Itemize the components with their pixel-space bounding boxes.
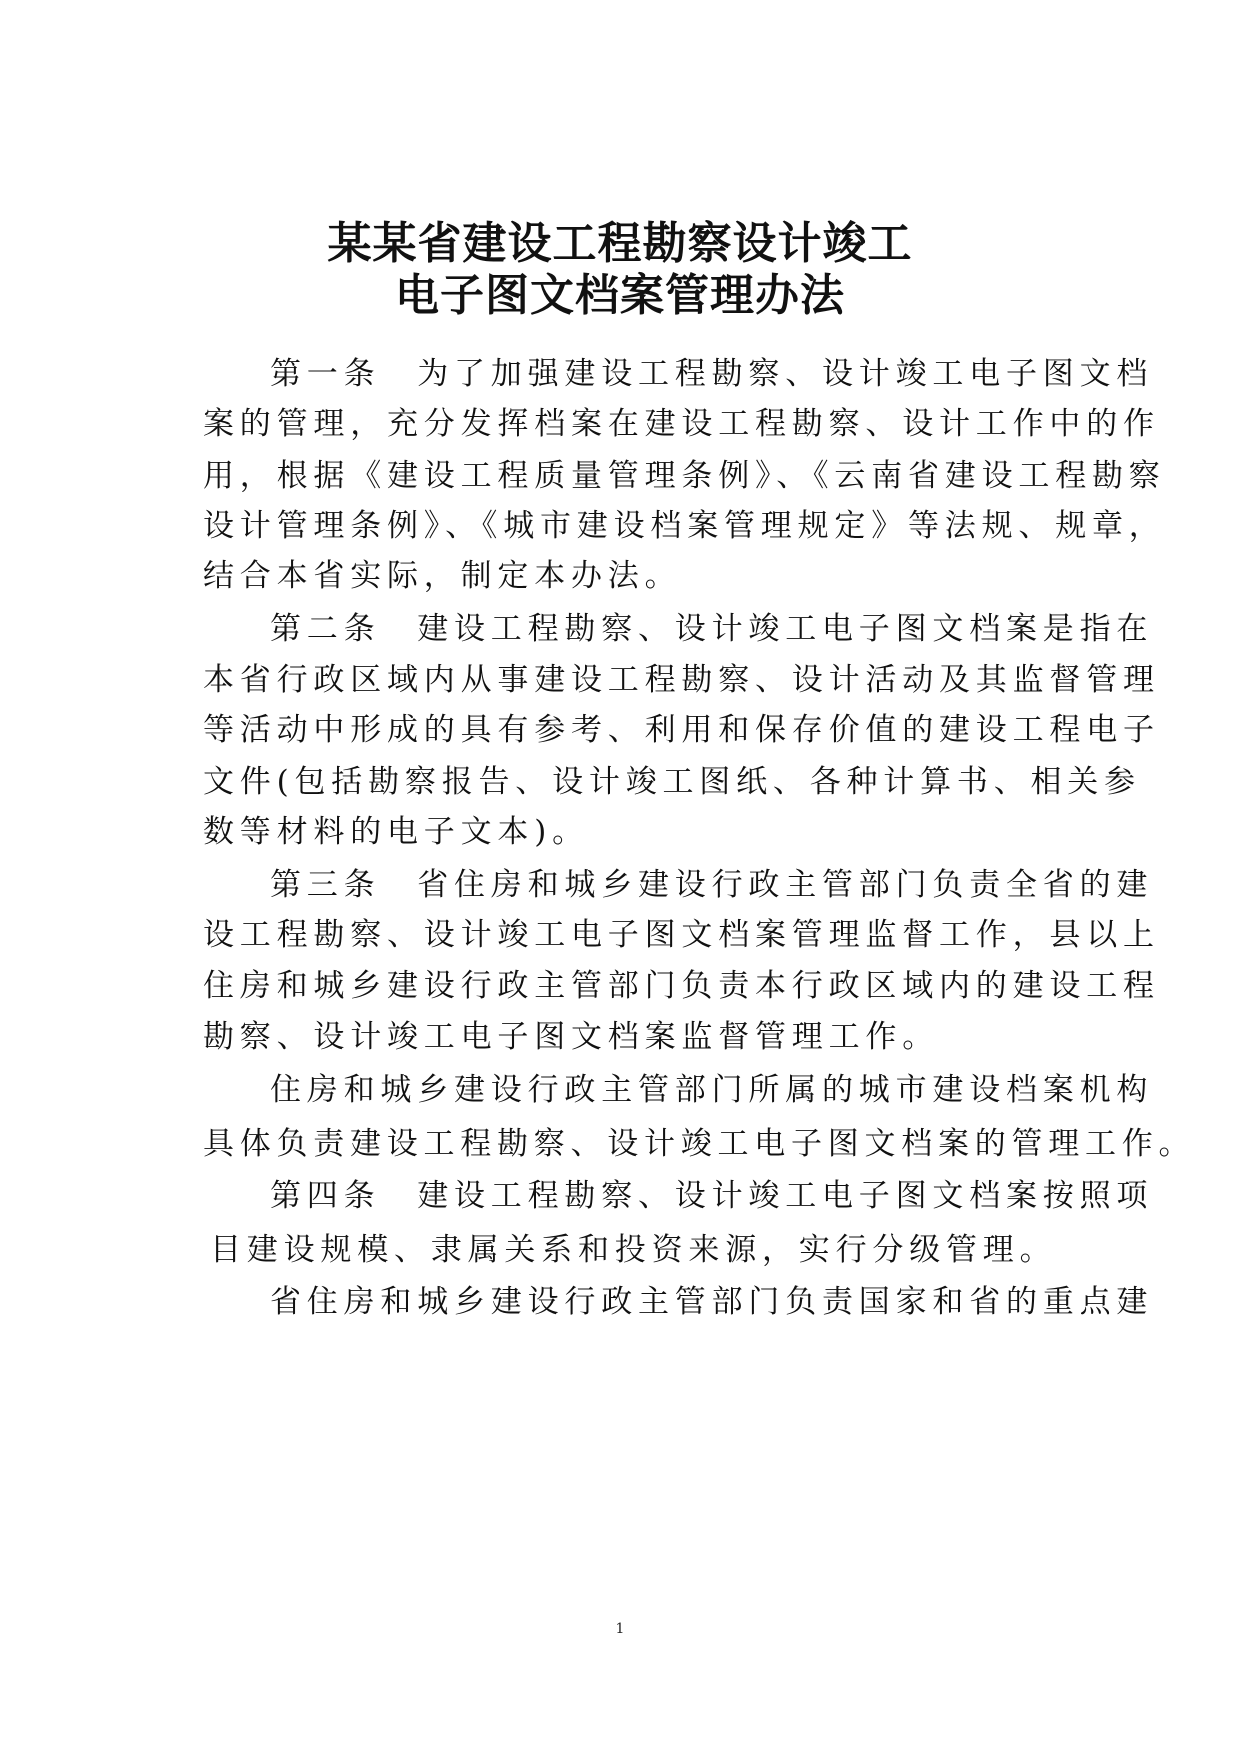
article-4-para-2-line-1: 省住房和城乡建设行政主管部门负责国家和省的重点建 <box>270 1284 1154 1320</box>
article-3-para-2-line-1: 住房和城乡建设行政主管部门所属的城市建设档案机构 <box>270 1072 1154 1108</box>
article-4-line-1: 第四条 建设工程勘察、设计竣工电子图文档案按照项 <box>270 1178 1154 1214</box>
page-number: 1 <box>615 1621 625 1637</box>
article-1-line-1: 第一条 为了加强建设工程勘察、设计竣工电子图文档 <box>270 356 1154 392</box>
article-1-line-2: 案的管理，充分发挥档案在建设工程勘察、设计工作中的作 <box>203 406 1160 442</box>
article-3-para-2-line-2: 具体负责建设工程勘察、设计竣工电子图文档案的管理工作。 <box>203 1126 1196 1162</box>
article-2-line-2: 本省行政区域内从事建设工程勘察、设计活动及其监督管理 <box>203 662 1160 698</box>
article-3-line-2: 设工程勘察、设计竣工电子图文档案管理监督工作，县以上 <box>203 917 1160 953</box>
article-3-line-1: 第三条 省住房和城乡建设行政主管部门负责全省的建 <box>270 867 1154 903</box>
article-2-line-3: 等活动中形成的具有参考、利用和保存价值的建设工程电子 <box>203 712 1160 748</box>
article-1-line-3: 用，根据《建设工程质量管理条例》、《云南省建设工程勘察 <box>203 458 1166 494</box>
article-2-line-4: 文件(包括勘察报告、设计竣工图纸、各种计算书、相关参 <box>203 764 1141 800</box>
document-title-line-1: 某某省建设工程勘察设计竣工 <box>327 218 913 269</box>
article-1-line-5: 结合本省实际，制定本办法。 <box>203 558 682 594</box>
article-1-line-4: 设计管理条例》、《城市建设档案管理规定》等法规、规章， <box>203 508 1166 544</box>
document-title-line-2: 电子图文档案管理办法 <box>395 270 845 321</box>
article-3-line-3: 住房和城乡建设行政主管部门负责本行政区域内的建设工程 <box>203 968 1160 1004</box>
article-3-line-4: 勘察、设计竣工电子图文档案监督管理工作。 <box>203 1019 939 1055</box>
article-2-line-1: 第二条 建设工程勘察、设计竣工电子图文档案是指在 <box>270 611 1154 647</box>
article-4-line-2: 目建设规模、隶属关系和投资来源，实行分级管理。 <box>210 1232 1057 1268</box>
article-2-line-5: 数等材料的电子文本)。 <box>203 814 589 850</box>
